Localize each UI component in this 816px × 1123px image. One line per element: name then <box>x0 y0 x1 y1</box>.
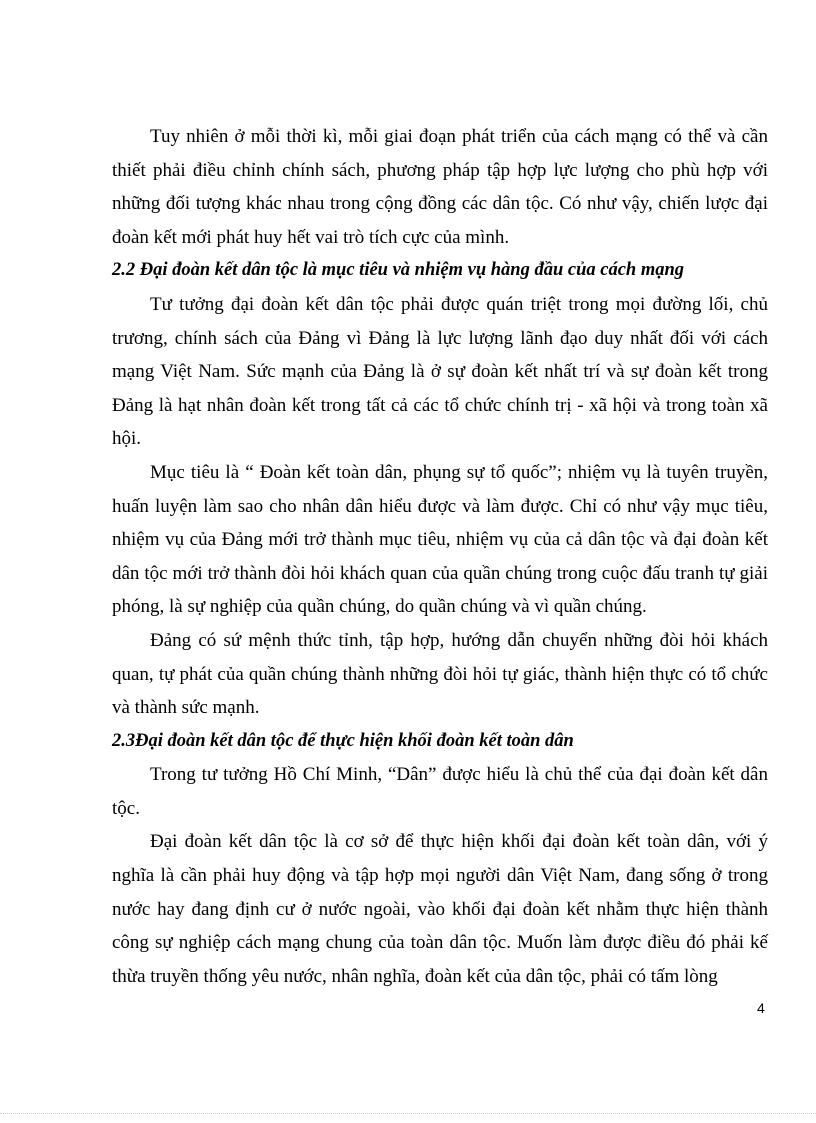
page-content <box>112 120 768 993</box>
paragraph-goal-and-task: Mục tiêu là “ Đoàn kết toàn dân, phụng sự tổ quốc”; nhiệm vụ là tuyên truyền, huấn luyện làm sao cho nhân dân hiểu được và làm được. Chỉ có như vậy mục tiêu, nhiệm vụ của Đảng mới trở thành mục tiêu, nhiệm vụ của cả dân tộc và đại đoàn kết dân tộc mới trở thành đòi hỏi khách quan của quần chúng trong cuộc đấu tranh tự giải phóng, là sự nghiệp của quần chúng, do quần chúng và vì quần chúng. <box>112 461 768 618</box>
section-heading-2-2: 2.2 Đại đoàn kết dân tộc là mục tiêu và nhiệm vụ hàng đầu của cách mạng <box>112 260 685 281</box>
paragraph-party-ideology: Tư tưởng đại đoàn kết dân tộc phải được quán triệt trong mọi đường lối, chủ trương, chính sách của Đảng vì Đảng là lực lượng lãnh đạo duy nhất đối với cách mạng Việt Nam. Sức mạnh của Đảng là ở sự đoàn kết nhất trí và sự đoàn kết trong Đảng là hạt nhân đoàn kết trong tất cả các tổ chức chính trị - xã hội và trong toàn xã hội. <box>112 293 768 450</box>
section-heading-2-3: 2.3Đại đoàn kết dân tộc để thực hiện khối đoàn kết toàn dân <box>112 730 574 751</box>
paragraph-adjusting-policy: Tuy nhiên ở mỗi thời kì, mỗi giai đoạn phát triển của cách mạng có thể và cần thiết phải điều chỉnh chính sách, phương pháp tập hợp lực lượng cho phù hợp với những đối tượng khác nhau trong cộng đồng các dân tộc. Có như vậy, chiến lược đại đoàn kết mới phát huy hết vai trò tích cực của mình. <box>112 126 768 248</box>
paragraph-people-as-subject: Trong tư tưởng Hồ Chí Minh, “Dân” được hiểu là chủ thể của đại đoàn kết dân tộc. <box>112 764 768 819</box>
paragraph-national-unity-basis: Đại đoàn kết dân tộc là cơ sở để thực hiện khối đại đoàn kết toàn dân, với ý nghĩa là cần phải huy động và tập hợp mọi người dân Việt Nam, đang sống ở trong nước hay đang định cư ở nước ngoài, vào khối đại đoàn kết nhằm thực hiện thành công sự nghiệp cách mạng chung của toàn dân tộc. Muốn làm được điều đó phải kế thừa truyền thống yêu nước, nhân nghĩa, đoàn kết của dân tộc, phải có tấm lòng <box>112 831 768 987</box>
paragraph-party-mission: Đảng có sứ mệnh thức tỉnh, tập hợp, hướng dẫn chuyển những đòi hỏi khách quan, tự phát của quần chúng thành những đòi hỏi tự giác, thành hiện thực có tổ chức và thành sức mạnh. <box>112 629 768 719</box>
page-bottom-divider <box>0 1113 816 1114</box>
page-number: 4 <box>757 1000 765 1016</box>
